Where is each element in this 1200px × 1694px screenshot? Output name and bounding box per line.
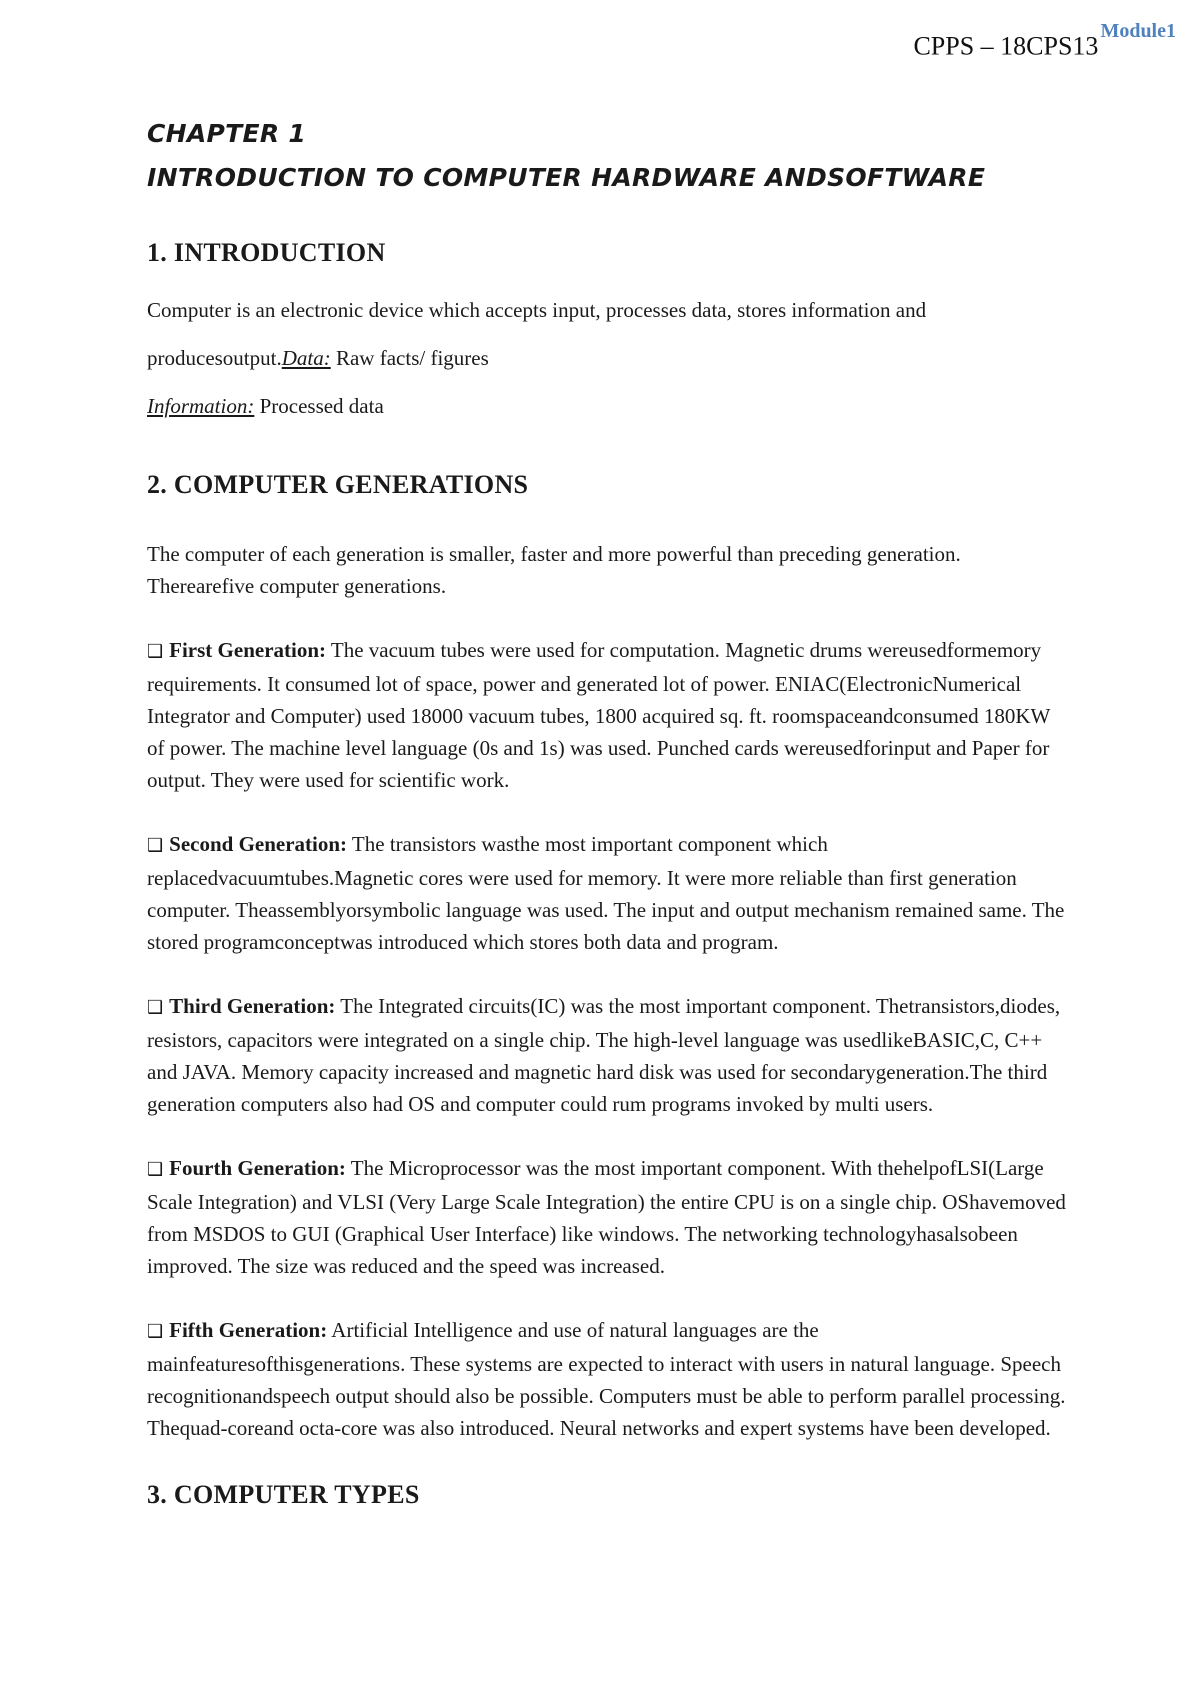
- section-heading-generations: 2. COMPUTER GENERATIONS: [147, 470, 529, 499]
- bullet-icon: ❑: [147, 641, 164, 662]
- intro-data-line: [147, 334, 1067, 382]
- generation-text: Artificial Intelligence and use of natural languages are the mainfeaturesofthisgenerations. These systems are expected to interact with users in natural language. Speech recognitionandspeech output should also be possible. Computers must be able to perform parallel processing. Thequad-coreand octa-core was also introduced. Neural networks and expert systems have been developed.: [147, 1318, 1066, 1440]
- data-definition: Raw facts/ figures: [330, 346, 489, 370]
- generation-item-fourth: [147, 1152, 1067, 1282]
- chapter-number: CHAPTER 1: [147, 119, 307, 148]
- generations-intro: The computer of each generation is smaller, faster and more powerful than preceding generation. Therearefive computer generations.: [147, 542, 961, 598]
- generation-text: The transistors wasthe most important component which replacedvacuumtubes.Magnetic cores were used for memory. It were more reliable than first generation computer. Theassemblyorsymbolic language was used. The input and output mechanism remained same. The stored programconceptwas introduced which stores both data and program.: [147, 832, 1065, 954]
- section-heading-introduction: 1. INTRODUCTION: [147, 238, 386, 267]
- bullet-icon: ❑: [147, 1321, 164, 1342]
- bullet-icon: ❑: [147, 997, 164, 1018]
- generation-title: First Generation:: [169, 638, 327, 662]
- generation-item-second: [147, 828, 1067, 958]
- generation-text: The Microprocessor was the most important component. With thehelpofLSI(Large Scale Integration) and VLSI (Very Large Scale Integration) the entire CPU is on a single chip. OShavemoved from MSDOS to GUI (Graphical User Interface) like windows. The networking technologyhasalsobeen improved. The size was reduced and the speed was increased.: [147, 1156, 1066, 1278]
- generation-text: The Integrated circuits(IC) was the most important component. Thetransistors,diodes, resistors, capacitors were integrated on a single chip. The high-level language was usedlikeBASIC,C, C++ and JAVA. Memory capacity increased and magnetic hard disk was used for secondarygeneration.The third generation computers also had OS and computer could rum programs invoked by multi users.: [147, 994, 1061, 1116]
- document-body: [147, 112, 1067, 1510]
- chapter-title: INTRODUCTION TO COMPUTER HARDWARE ANDSOFTWARE: [147, 163, 986, 192]
- generation-title: Fourth Generation:: [169, 1156, 346, 1180]
- generation-item-third: [147, 990, 1067, 1120]
- course-code: CPPS – 18CPS13: [913, 31, 1099, 61]
- data-label: Data:: [281, 346, 331, 370]
- generation-item-fifth: [147, 1314, 1067, 1444]
- bullet-icon: ❑: [147, 1159, 164, 1180]
- intro-text-start: producesoutput.: [147, 346, 282, 370]
- generation-item-first: [147, 634, 1067, 796]
- generation-text: The vacuum tubes were used for computation. Magnetic drums wereusedformemory requirements. It consumed lot of space, power and generated lot of power. ENIAC(ElectronicNumerical Integrator and Computer) used 18000 vacuum tubes, 1800 acquired sq. ft. roomspaceandconsumed 180KW of power. The machine level language (0s and 1s) was used. Punched cards wereusedforinput and Paper for output. They were used for scientific work.: [147, 638, 1050, 792]
- intro-paragraph: Computer is an electronic device which accepts input, processes data, stores information and: [147, 298, 927, 322]
- information-label: Information:: [147, 394, 255, 418]
- bullet-icon: ❑: [147, 835, 164, 856]
- page-header: [913, 20, 1176, 62]
- generation-title: Third Generation:: [169, 994, 336, 1018]
- intro-information-line: [147, 382, 1067, 430]
- module-label: Module1: [1100, 20, 1176, 42]
- section-heading-computer-types: 3. COMPUTER TYPES: [147, 1480, 420, 1509]
- generation-title: Fifth Generation:: [169, 1318, 328, 1342]
- generation-title: Second Generation:: [169, 832, 348, 856]
- information-definition: Processed data: [254, 394, 384, 418]
